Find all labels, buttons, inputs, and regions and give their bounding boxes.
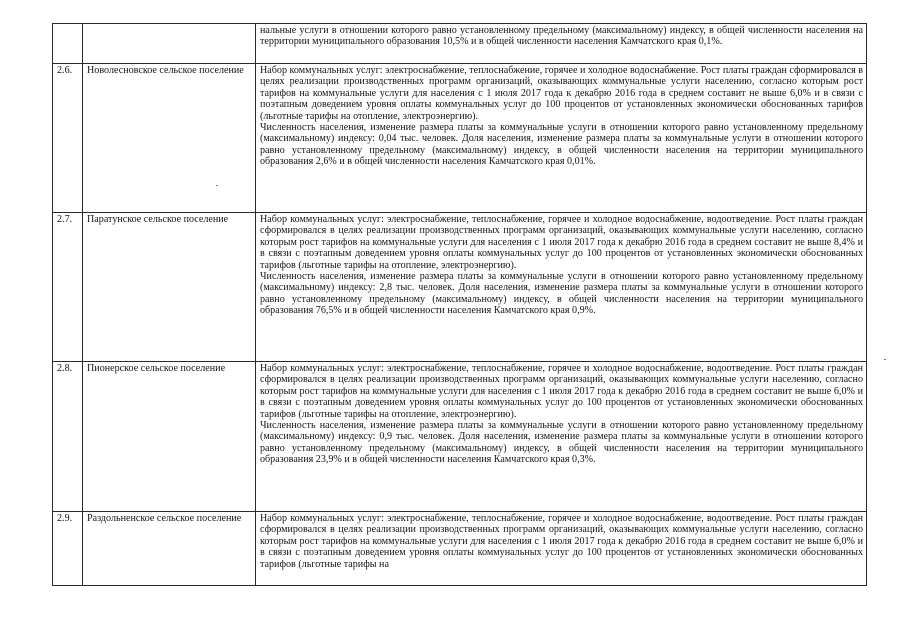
scan-speck bbox=[884, 359, 886, 360]
description-cell bbox=[256, 64, 867, 213]
description-paragraph: Набор коммунальных услуг: электроснабжение, теплоснабжение, горячее и холодное водоснабжение. Рост платы граждан сформировался в целях реализации производственных программ организаций, оказывающих коммунальные услуги населению, согласно которым рост тарифов на коммунальные услуги для населения с 1 июля 2017 года к декабрю 2016 года в среднем составит не выше 6,0% и в связи с поэтапным доведением уровня оплаты коммунальных услуг до 100 процентов от установленных экономически обоснованных тарифов (льготные тарифы на отопление, электроэнергию). bbox=[260, 65, 863, 122]
table-row bbox=[53, 64, 867, 213]
description-cell bbox=[256, 512, 867, 586]
description-paragraph: Набор коммунальных услуг: электроснабжение, теплоснабжение, горячее и холодное водоснабжение, водоотведение. Рост платы граждан сформировался в целях реализации производственных программ организаций, оказывающих коммунальные услуги населению, согласно которым рост тарифов на коммунальные услуги для населения с 1 июля 2017 года к декабрю 2016 года в среднем составит не выше 6,0% и в связи с поэтапным доведением уровня оплаты коммунальных услуг до 100 процентов от установленных экономически обоснованных тарифов (льготные тарифы на отопление, электроэнергию). bbox=[260, 363, 863, 420]
row-number-cell: 2.7. bbox=[53, 213, 83, 362]
table-row bbox=[53, 362, 867, 512]
settlement-name-cell: Пионерское сельское поселение bbox=[83, 362, 256, 512]
settlement-name-cell: Раздольненское сельское поселение bbox=[83, 512, 256, 586]
table-row bbox=[53, 24, 867, 64]
row-number-cell: 2.8. bbox=[53, 362, 83, 512]
scan-speck bbox=[216, 185, 218, 186]
row-number-cell: 2.6. bbox=[53, 64, 83, 213]
description-paragraph: Набор коммунальных услуг: электроснабжение, теплоснабжение, горячее и холодное водоснабжение, водоотведение. Рост платы граждан сформировался в целях реализации производственных программ организаций, оказывающих коммунальные услуги населению, согласно которым рост тарифов на коммунальные услуги для населения с 1 июля 2017 года к декабрю 2016 года в среднем составит не выше 8,4% и в связи с поэтапным доведением уровня оплаты коммунальных услуг до 100 процентов от установленных экономически обоснованных тарифов (льготные тарифы на отопление, электроэнергию). bbox=[260, 214, 863, 271]
description-paragraph: Набор коммунальных услуг: электроснабжение, теплоснабжение, горячее и холодное водоснабжение, водоотведение. Рост платы граждан сформировался в целях реализации производственных программ организаций, оказывающих коммунальные услуги населению, согласно которым рост тарифов на коммунальные услуги для населения с 1 июля 2017 года к декабрю 2016 года в среднем составит не выше 6,0% и в связи с поэтапным доведением уровня оплаты коммунальных услуг до 100 процентов от установленных экономически обоснованных тарифов (льготные тарифы на bbox=[260, 513, 863, 570]
description-paragraph: Численность населения, изменение размера платы за коммунальные услуги в отношении которого равно установленному предельному (максимальному) индексу: 0,04 тыс. человек. Доля населения, изменение размера платы за коммунальные услуги в отношении которого равно установленному предельному (максимальному) индексу, в общей численности населения на территории муниципального образования 2,6% и в общей численности населения Камчатского края 0,01%. bbox=[260, 122, 863, 168]
settlement-name-cell: Новолесновское сельское поселение bbox=[83, 64, 256, 213]
settlement-name-cell bbox=[83, 24, 256, 64]
description-cell bbox=[256, 362, 867, 512]
tariff-table bbox=[52, 23, 867, 586]
description-paragraph: Численность населения, изменение размера платы за коммунальные услуги в отношении которого равно установленному предельному (максимальному) индексу: 2,8 тыс. человек. Доля населения, изменение размера платы за коммунальные услуги в отношении которого равно установленному предельному (максимальному) индексу, в общей численности населения на территории муниципального образования 76,5% и в общей численности населения Камчатского края 0,9%. bbox=[260, 271, 863, 317]
description-paragraph: Численность населения, изменение размера платы за коммунальные услуги в отношении которого равно установленному предельному (максимальному) индексу: 0,9 тыс. человек. Доля населения, изменение размера платы за коммунальные услуги в отношении которого равно установленному предельному (максимальному) индексу, в общей численности населения на территории муниципального образования 23,9% и в общей численности населения Камчатского края 0,3%. bbox=[260, 420, 863, 466]
table-row bbox=[53, 213, 867, 362]
description-paragraph: нальные услуги в отношении которого равно установленному предельному (максимальному) индексу, в общей численности населения на территории муниципального образования 10,5% и в общей численности населения Камчатского края 0,1%. bbox=[260, 25, 863, 48]
settlement-name-cell: Паратунское сельское поселение bbox=[83, 213, 256, 362]
table-row bbox=[53, 512, 867, 586]
description-cell bbox=[256, 213, 867, 362]
description-cell bbox=[256, 24, 867, 64]
row-number-cell bbox=[53, 24, 83, 64]
row-number-cell: 2.9. bbox=[53, 512, 83, 586]
